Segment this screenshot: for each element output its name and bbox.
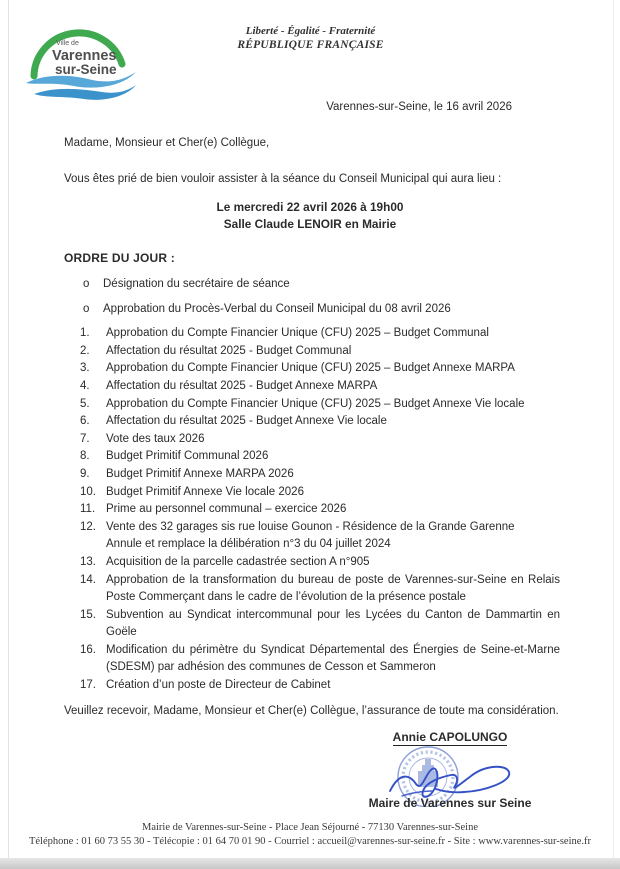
agenda-item-number: 6. <box>80 415 90 428</box>
city-logo <box>24 14 144 104</box>
closing-paragraph: Veuillez recevoir, Madame, Monsieur et Cher(e) Collègue, l’assurance de toute ma considération. <box>64 705 559 717</box>
agenda-item-text-line2: Annule et remplace la délibération n°3 du 04 juillet 2024 <box>106 538 391 551</box>
scan-edge-left <box>8 0 9 869</box>
agenda-item-number: 14. <box>80 573 96 586</box>
signatory-title: Maire de Varennes sur Seine <box>368 796 532 810</box>
agenda-title: ORDRE DU JOUR : <box>64 251 176 265</box>
agenda-item-number: 11. <box>80 503 96 516</box>
agenda-item <box>80 325 562 343</box>
handwritten-signature <box>390 767 509 797</box>
agenda-item <box>80 554 562 572</box>
agenda-item <box>80 431 562 449</box>
bullet-text: Approbation du Procès-Verbal du Conseil Municipal du 08 avril 2026 <box>103 302 451 315</box>
agenda-item-text: Prime au personnel communal – exercice 2026 <box>106 503 347 516</box>
bullet-marker: o <box>83 302 90 315</box>
agenda-item-number: 5. <box>80 397 90 410</box>
meeting-date: Le mercredi 22 avril 2026 à 19h00 <box>216 200 404 214</box>
agenda-item-text: Affectation du résultat 2025 - Budget Annexe Vie locale <box>106 415 387 428</box>
republic-motto <box>213 24 408 53</box>
logo-text-name1: Varennes <box>52 48 117 64</box>
agenda-item <box>80 378 562 396</box>
agenda-item <box>80 607 562 642</box>
agenda-item-text: Budget Primitif Communal 2026 <box>106 450 269 463</box>
agenda-item-text <box>106 519 562 554</box>
agenda-item-number: 7. <box>80 432 90 445</box>
scan-edge-right <box>613 0 614 869</box>
agenda-item-text: Budget Primitif Annexe MARPA 2026 <box>106 467 294 480</box>
agenda-item-number: 15. <box>80 608 96 621</box>
motto-line1: Liberté - Égalité - Fraternité <box>245 25 376 37</box>
footer-contact: Téléphone : 01 60 73 55 30 - Télécopie : 01 64 70 01 90 - Courriel : accueil@varennes-sur-seine.fr - Site : www.varennes-sur-seine.fr <box>28 835 592 847</box>
agenda-item-number: 16. <box>80 643 96 656</box>
agenda-item-text: Budget Primitif Annexe Vie locale 2026 <box>106 485 304 498</box>
agenda-item-text: Acquisition de la parcelle cadastrée section A n°905 <box>106 555 370 568</box>
agenda-item <box>80 466 562 484</box>
logo-text-top: Ville de <box>56 40 79 47</box>
agenda-item-number: 3. <box>80 362 90 375</box>
agenda-item-text: Affectation du résultat 2025 - Budget Communal <box>106 344 352 357</box>
agenda-item <box>80 413 562 431</box>
agenda-item-text: Approbation du Compte Financier Unique (CFU) 2025 – Budget Communal <box>106 327 489 340</box>
agenda-item-text-line1: Vente des 32 garages sis rue louise Gounon - Résidence de la Grande Garenne <box>106 520 515 533</box>
agenda-item-number: 17. <box>80 679 96 692</box>
agenda-item <box>80 360 562 378</box>
agenda-bullet-item <box>80 301 562 319</box>
agenda-item-text: Approbation du Compte Financier Unique (CFU) 2025 – Budget Annexe Vie locale <box>106 397 525 410</box>
agenda-item-text: Affectation du résultat 2025 - Budget Annexe MARPA <box>106 379 378 392</box>
city-logo-icon <box>24 14 144 104</box>
agenda-bullet-item <box>80 276 562 294</box>
agenda-item-number: 2. <box>80 344 90 357</box>
agenda-item <box>80 677 562 695</box>
salutation: Madame, Monsieur et Cher(e) Collègue, <box>64 137 270 149</box>
scan-edge-bottom <box>0 858 620 869</box>
agenda-item-text: Approbation de la transformation du bureau de poste de Varennes-sur-Seine en Relais Poste Commerçant dans le cadre de l’évolution de la présence postale <box>106 573 560 604</box>
agenda-item <box>80 501 562 519</box>
agenda-item-number: 12. <box>80 520 96 533</box>
agenda-item <box>80 519 562 554</box>
agenda-list <box>80 276 562 695</box>
agenda-item <box>80 484 562 502</box>
agenda-item-text: Modification du périmètre du Syndicat Départemental des Énergies de Seine-et-Marne (SDESM) par adhésion des communes de Cesson et Sammeron <box>106 643 560 674</box>
agenda-item-number: 10. <box>80 485 96 498</box>
footer-address: Mairie de Varennes-sur-Seine - Place Jean Séjourné - 77130 Varennes-sur-Seine <box>142 822 478 833</box>
intro-paragraph: Vous êtes prié de bien vouloir assister à la séance du Conseil Municipal qui aura lieu : <box>64 173 502 185</box>
agenda-item <box>80 343 562 361</box>
agenda-item <box>80 448 562 466</box>
agenda-item-number: 4. <box>80 379 90 392</box>
footer <box>0 821 620 848</box>
agenda-item-text: Création d’un poste de Directeur de Cabinet <box>106 679 331 692</box>
agenda-item-number: 1. <box>80 327 90 340</box>
signatory-name: Annie CAPOLUNGO <box>392 730 508 744</box>
agenda-item-text: Vote des taux 2026 <box>106 432 205 445</box>
agenda-item-number: 9. <box>80 467 90 480</box>
motto-line2: RÉPUBLIQUE FRANÇAISE <box>237 39 384 51</box>
agenda-item <box>80 396 562 414</box>
bullet-marker: o <box>83 278 90 290</box>
agenda-item <box>80 642 562 677</box>
meeting-place: Salle Claude LENOIR en Mairie <box>223 217 397 231</box>
agenda-item-number: 13. <box>80 555 96 568</box>
agenda-item <box>80 572 562 607</box>
agenda-item-text: Subvention au Syndicat intercommunal pour les Lycées du Canton de Dammartin en Goële <box>106 608 560 639</box>
meeting-info <box>0 199 620 233</box>
agenda-item-number: 8. <box>80 450 90 463</box>
dateline: Varennes-sur-Seine, le 16 avril 2026 <box>326 101 512 113</box>
agenda-item-text: Approbation du Compte Financier Unique (CFU) 2025 – Budget Annexe MARPA <box>106 362 515 375</box>
bullet-text: Désignation du secrétaire de séance <box>103 278 290 290</box>
logo-text-name2: sur-Seine <box>55 62 117 77</box>
